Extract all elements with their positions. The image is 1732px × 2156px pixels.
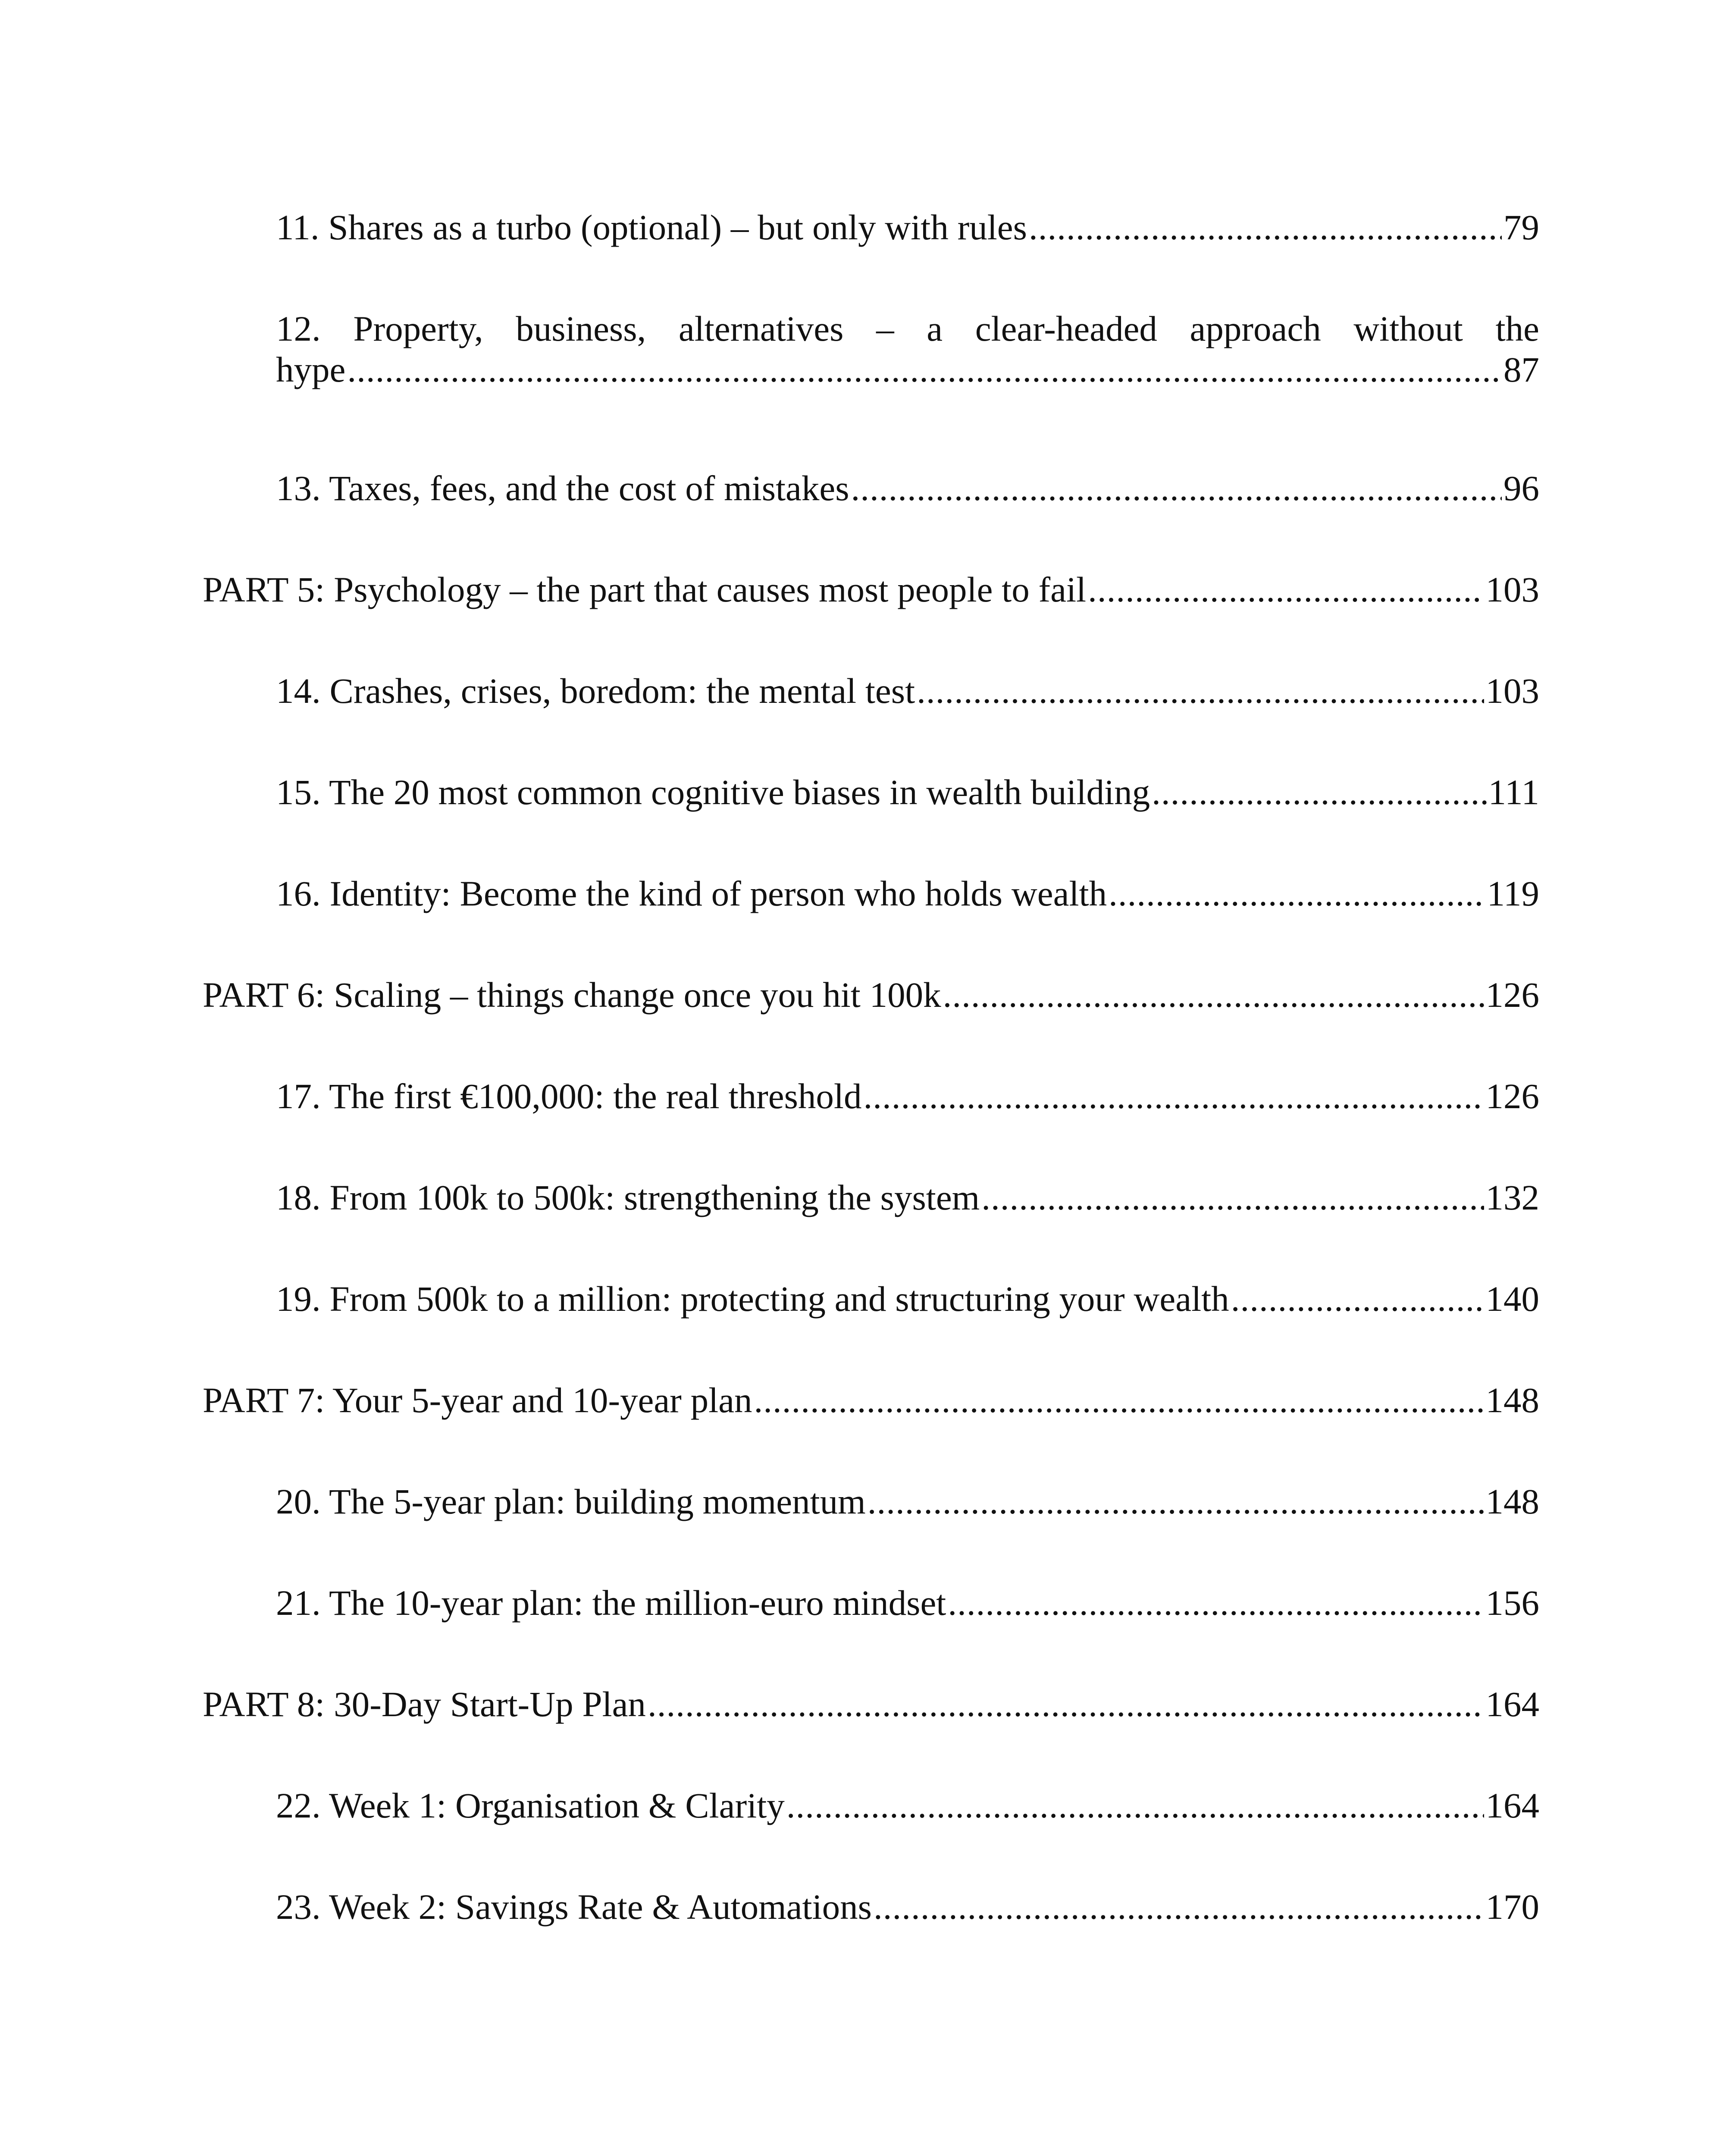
toc-entry-chapter-21[interactable] [276, 1583, 1539, 1623]
toc-entry-title: 13. Taxes, fees, and the cost of mistakes [276, 468, 849, 508]
dot-leader [948, 1583, 1484, 1623]
toc-entry-title: 15. The 20 most common cognitive biases in wealth building [276, 772, 1150, 812]
dot-leader [1029, 207, 1502, 248]
toc-entry-chapter-23[interactable] [276, 1887, 1539, 1927]
toc-entry-page-number: 126 [1485, 975, 1539, 1015]
toc-entry-chapter-12[interactable] [276, 308, 1539, 391]
toc-entry-title: 14. Crashes, crises, boredom: the mental test [276, 671, 915, 711]
toc-entry-title: 11. Shares as a turbo (optional) – but only with rules [276, 207, 1027, 247]
toc-entry-page-number: 148 [1485, 1380, 1539, 1420]
dot-leader [786, 1785, 1484, 1826]
dot-leader [648, 1684, 1484, 1725]
dot-leader [1088, 569, 1484, 610]
toc-entry-page-number: 126 [1485, 1076, 1539, 1116]
toc-entry-title: 16. Identity: Become the kind of person who holds wealth [276, 874, 1107, 913]
toc-entry-title: PART 6: Scaling – things change once you hit 100k [203, 975, 941, 1015]
dot-leader [1231, 1279, 1484, 1319]
toc-entry-title: 17. The first €100,000: the real threshold [276, 1076, 862, 1116]
toc-entry-title: 23. Week 2: Savings Rate & Automations [276, 1887, 872, 1927]
toc-entry-part-5[interactable] [203, 569, 1539, 610]
toc-entry-page-number: 87 [1503, 350, 1539, 390]
toc-entry-page-number: 148 [1485, 1482, 1539, 1521]
toc-entry-part-7[interactable] [203, 1380, 1539, 1421]
toc-entry-title: 22. Week 1: Organisation & Clarity [276, 1786, 785, 1825]
dot-leader [863, 1076, 1484, 1117]
toc-entry-title: PART 7: Your 5-year and 10-year plan [203, 1380, 752, 1420]
toc-entry-page-number: 164 [1485, 1786, 1539, 1825]
toc-entry-page-number: 96 [1503, 468, 1539, 508]
toc-entry-title: PART 8: 30-Day Start-Up Plan [203, 1684, 646, 1724]
toc-entry-chapter-22[interactable] [276, 1785, 1539, 1826]
dot-leader [868, 1481, 1484, 1522]
dot-leader [981, 1177, 1484, 1218]
toc-entry-title-line-2: hype [276, 350, 346, 390]
toc-entry-chapter-13[interactable] [276, 468, 1539, 509]
toc-entry-chapter-17[interactable] [276, 1076, 1539, 1117]
toc-entry-page-number: 111 [1488, 772, 1539, 812]
toc-entry-page-number: 156 [1485, 1583, 1539, 1623]
toc-entry-page-number: 119 [1487, 874, 1539, 913]
toc-entry-page-number: 170 [1485, 1887, 1539, 1927]
toc-entry-title-line-1: 12. Property, business, alternatives – a clear-headed approach without the [276, 309, 1539, 348]
toc-entry-part-6[interactable] [203, 975, 1539, 1015]
dot-leader [1152, 772, 1487, 813]
dot-leader [874, 1887, 1484, 1927]
dot-leader [347, 349, 1502, 390]
toc-entry-page-number: 79 [1503, 207, 1539, 247]
toc-entry-title: 19. From 500k to a million: protecting and structuring your wealth [276, 1279, 1229, 1319]
toc-entry-chapter-18[interactable] [276, 1177, 1539, 1218]
toc-entry-chapter-20[interactable] [276, 1481, 1539, 1522]
toc-entry-title: PART 5: Psychology – the part that causes most people to fail [203, 570, 1087, 609]
toc-entry-page-number: 140 [1485, 1279, 1539, 1319]
toc-entry-title: 20. The 5-year plan: building momentum [276, 1482, 866, 1521]
dot-leader [754, 1380, 1484, 1421]
dot-leader [943, 975, 1484, 1015]
dot-leader [917, 671, 1484, 711]
toc-entry-page-number: 164 [1485, 1684, 1539, 1724]
toc-entry-title: 21. The 10-year plan: the million-euro mindset [276, 1583, 946, 1623]
toc-entry-title: 18. From 100k to 500k: strengthening the system [276, 1178, 980, 1217]
toc-entry-chapter-14[interactable] [276, 671, 1539, 711]
dot-leader [851, 468, 1502, 509]
toc-entry-chapter-19[interactable] [276, 1279, 1539, 1319]
toc-entry-page-number: 103 [1485, 671, 1539, 711]
toc-entry-page-number: 103 [1485, 570, 1539, 609]
toc-entry-chapter-15[interactable] [276, 772, 1539, 813]
toc-entry-chapter-16[interactable] [276, 873, 1539, 914]
toc-entry-part-8[interactable] [203, 1684, 1539, 1725]
toc-entry-chapter-11[interactable] [276, 207, 1539, 248]
toc-entry-page-number: 132 [1485, 1178, 1539, 1217]
dot-leader [1109, 873, 1485, 914]
